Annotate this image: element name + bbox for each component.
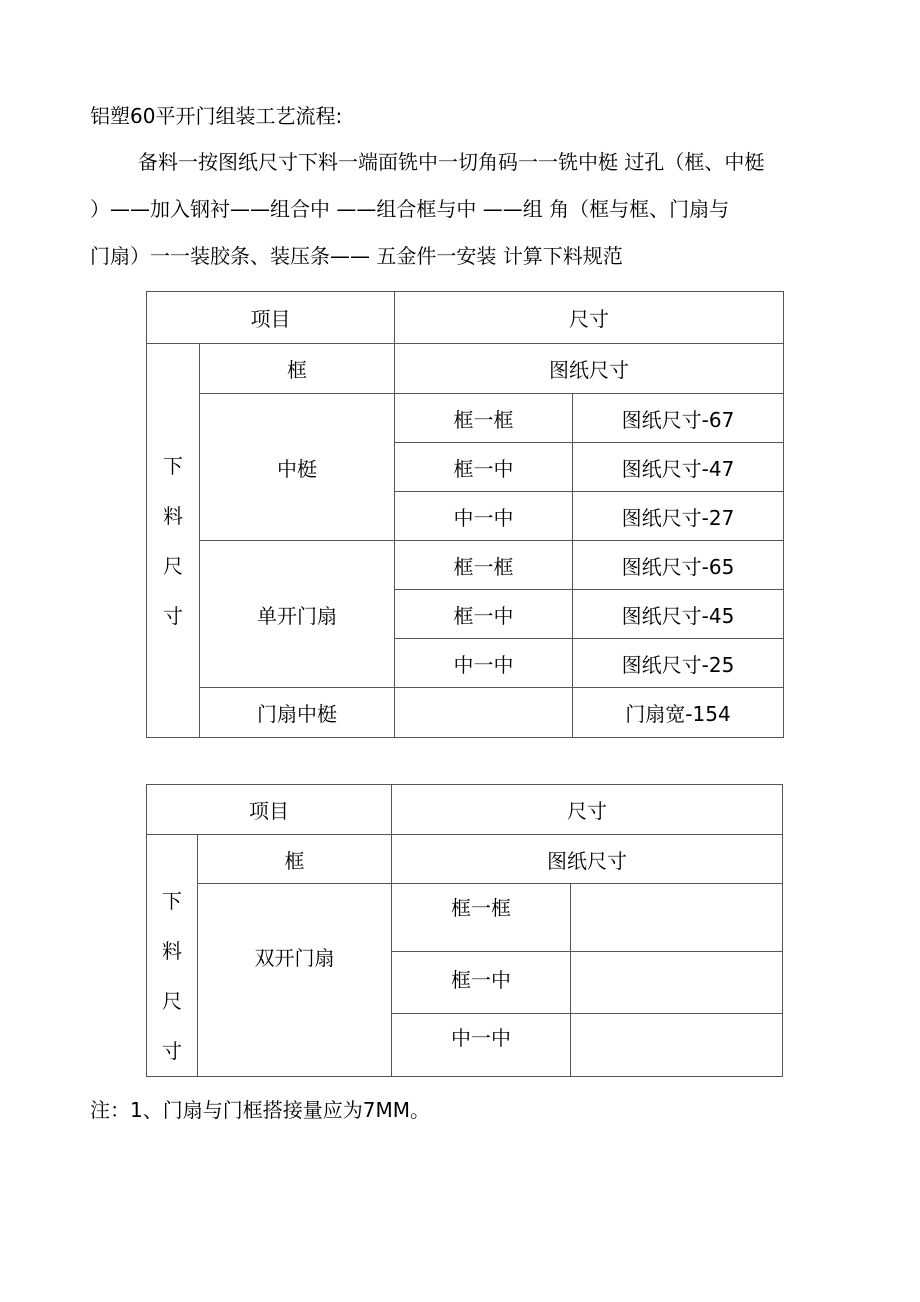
cutting-size-table-2 (146, 784, 783, 1077)
header-size: 尺寸 (395, 292, 784, 344)
double-sash-type: 框一框 (392, 884, 571, 952)
sash-mullion-label: 门扇中梃 (200, 688, 395, 738)
mullion-value: 图纸尺寸-47 (573, 443, 784, 492)
header-item: 项目 (147, 292, 395, 344)
sash-mullion-value: 门扇宽-154 (573, 688, 784, 738)
single-sash-value: 图纸尺寸-45 (573, 590, 784, 639)
mullion-value: 图纸尺寸-27 (573, 492, 784, 541)
flow-text-line-2: ）——加入钢衬——组合中 ——组合框与中 ——组 角（框与框、门扇与 (90, 197, 730, 221)
mullion-type: 中一中 (395, 492, 573, 541)
flow-text-line-3: 门扇）一一装胶条、装压条—— 五金件一安装 计算下料规范 (90, 244, 623, 268)
double-sash-type: 中一中 (392, 1014, 571, 1077)
frame-value: 图纸尺寸 (395, 344, 784, 394)
single-sash-value: 图纸尺寸-65 (573, 541, 784, 590)
frame-label: 框 (200, 344, 395, 394)
single-sash-type: 框一框 (395, 541, 573, 590)
frame-value: 图纸尺寸 (392, 835, 783, 884)
note-text: 注：1、门扇与门框搭接量应为7MM。 (90, 1098, 430, 1122)
single-sash-label: 单开门扇 (200, 541, 395, 688)
header-item: 项目 (147, 785, 392, 835)
single-sash-value: 图纸尺寸-25 (573, 639, 784, 688)
single-sash-type: 框一中 (395, 590, 573, 639)
double-sash-value (571, 884, 783, 952)
single-sash-type: 中一中 (395, 639, 573, 688)
mullion-type: 框一框 (395, 394, 573, 443)
sash-mullion-empty (395, 688, 573, 738)
doc-title: 铝塑60平开门组装工艺流程: (90, 104, 343, 128)
double-sash-type: 框一中 (392, 952, 571, 1014)
double-sash-value (571, 1014, 783, 1077)
frame-label: 框 (198, 835, 392, 884)
mullion-type: 框一中 (395, 443, 573, 492)
header-size: 尺寸 (392, 785, 783, 835)
cutting-size-table-1 (146, 291, 784, 738)
side-label-cutting-size: 下 料 尺 寸 (147, 344, 200, 738)
side-label-cutting-size: 下 料 尺 寸 (147, 835, 198, 1077)
mullion-value: 图纸尺寸-67 (573, 394, 784, 443)
mullion-label: 中梃 (200, 394, 395, 541)
double-sash-value (571, 952, 783, 1014)
flow-text-line-1: 备料一按图纸尺寸下料一端面铣中一切角码一一铣中梃 过孔（框、中梃 (138, 150, 765, 174)
double-sash-label: 双开门扇 (198, 884, 392, 1077)
